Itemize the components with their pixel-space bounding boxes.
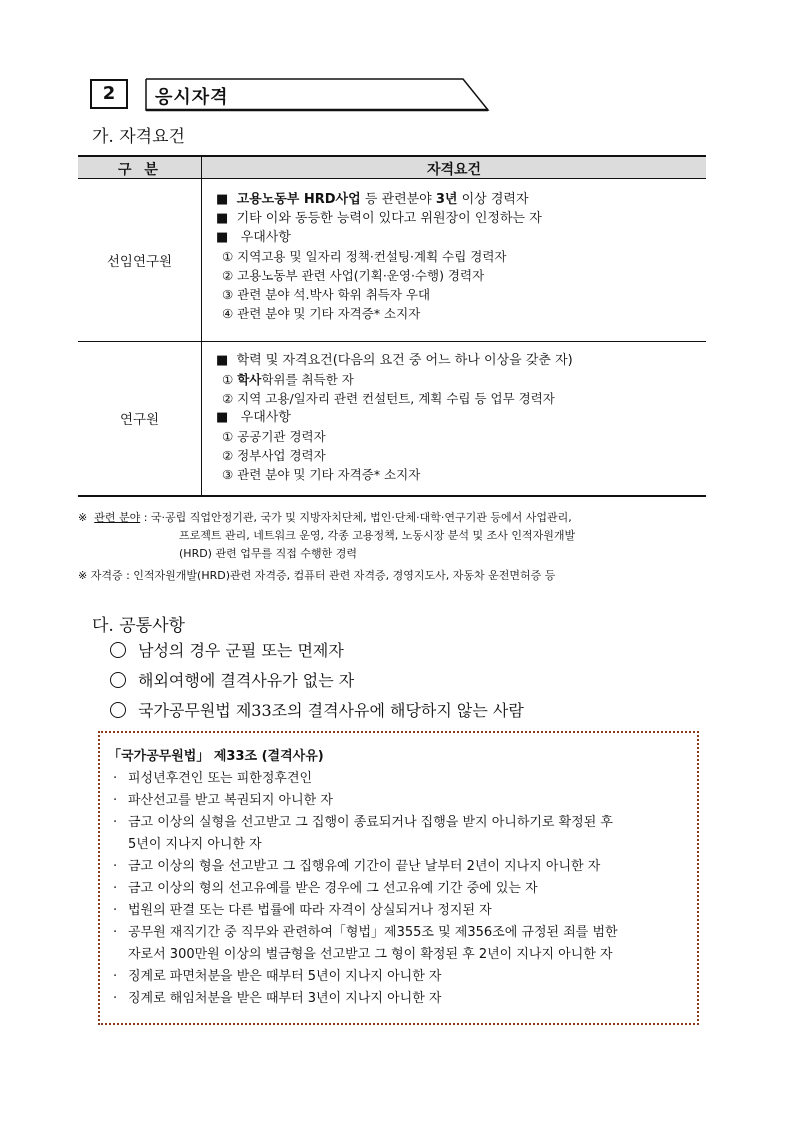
law-item-cont: 자로서 300만원 이상의 벌금형을 선고받고 그 형이 확정된 후 2년이 지나지 아니한 자	[128, 947, 613, 962]
header-category: 구 분	[118, 162, 162, 178]
row-label-senior-researcher: 선임연구원	[106, 254, 173, 270]
law-disqualification-box	[98, 731, 699, 1025]
row-label-researcher: 연구원	[119, 412, 160, 428]
subsection-qualification-heading: 가. 자격요건	[92, 127, 185, 147]
note-certificates: ※ 자격증 : 인적자원개발(HRD)관련 자격증, 컴퓨터 관련 자격증, 경영지도사, 자동차 운전면허증 등	[78, 569, 556, 582]
common-item: 국가공무원법 제33조의 결격사유에 해당하지 않는 사람	[110, 698, 524, 721]
preference-item: ① 지역고용 및 일자리 정책·컨설팅·계획 수립 경력자	[222, 249, 507, 264]
requirement-line: ■ 고용노동부 HRD사업 등 관련분야 3년 이상 경력자	[216, 192, 529, 207]
requirement-line: ■ 우대사항	[216, 410, 291, 425]
section-title: 응시자격	[155, 87, 229, 108]
law-item: · 파산선고를 받고 복권되지 아니한 자	[113, 793, 333, 808]
table-header	[78, 155, 706, 179]
subsection-common-heading: 다. 공통사항	[92, 616, 185, 636]
requirement-line: ■ 우대사항	[216, 230, 291, 245]
law-box-title: 「국가공무원법」 제33조 (결격사유)	[108, 749, 324, 764]
section-number: 2	[90, 79, 128, 109]
row-separator	[78, 341, 706, 342]
preference-item: ① 공공기관 경력자	[222, 429, 326, 444]
requirement-item: ② 지역 고용/일자리 관련 컨설턴트, 계획 수립 등 업무 경력자	[222, 391, 555, 406]
law-item: · 금고 이상의 형의 선고유예를 받은 경우에 그 선고유예 기간 중에 있는 자	[113, 881, 538, 896]
law-item: · 징계로 해임처분을 받은 때부터 3년이 지나지 아니한 자	[113, 991, 442, 1006]
requirement-line: ■ 학력 및 자격요건(다음의 요건 중 어느 하나 이상을 갖춘 자)	[216, 353, 573, 368]
law-item: · 공무원 재직기간 중 직무와 관련하여「형법」제355조 및 제356조에 규정된 죄를 범한	[113, 925, 618, 940]
law-item: · 법원의 판결 또는 다른 법률에 따라 자격이 상실되거나 정지된 자	[113, 903, 492, 918]
section-title-box	[145, 78, 490, 112]
column-divider	[201, 155, 202, 497]
law-item: · 금고 이상의 형을 선고받고 그 집행유예 기간이 끝난 날부터 2년이 지나지 아니한 자	[113, 859, 601, 874]
law-item: · 피성년후견인 또는 피한정후견인	[113, 771, 313, 786]
preference-item: ② 고용노동부 관련 사업(기획·운영·수행) 경력자	[222, 268, 485, 283]
requirement-line: ■ 기타 이와 동등한 능력이 있다고 위원장이 인정하는 자	[216, 211, 542, 226]
note-related-field-cont: (HRD) 관련 업무를 직접 수행한 경력	[179, 547, 357, 560]
row-requirements-researcher	[216, 351, 696, 484]
preference-item: ② 정부사업 경력자	[222, 448, 326, 463]
table-bottom-border	[78, 495, 706, 497]
circle-bullet-icon	[110, 702, 126, 718]
circle-bullet-icon	[110, 642, 126, 658]
preference-item: ④ 관련 분야 및 기타 자격증* 소지자	[222, 306, 421, 321]
circle-bullet-icon	[110, 672, 126, 688]
note-related-field: ※ 관련 분야 : 국·공립 직업안정기관, 국가 및 지방자치단체, 법인·단체·대학·연구기관 등에서 사업관리,	[78, 511, 572, 524]
row-requirements-senior	[216, 190, 696, 323]
law-item: · 금고 이상의 실형을 선고받고 그 집행이 종료되거나 집행을 받지 아니하기로 확정된 후	[113, 815, 613, 830]
requirement-item: ① 학사학위를 취득한 자	[222, 372, 354, 387]
preference-item: ③ 관련 분야 및 기타 자격증* 소지자	[222, 467, 421, 482]
note-related-field-cont: 프로젝트 관리, 네트워크 운영, 각종 고용정책, 노동시장 분석 및 조사 인적자원개발	[179, 529, 576, 542]
header-requirements: 자격요건	[426, 162, 482, 178]
preference-item: ③ 관련 분야 석.박사 학위 취득자 우대	[222, 287, 431, 302]
law-item: · 징계로 파면처분을 받은 때부터 5년이 지나지 아니한 자	[113, 969, 442, 984]
law-item-cont: 5년이 지나지 아니한 자	[128, 837, 262, 852]
common-item: 남성의 경우 군필 또는 면제자	[110, 638, 344, 661]
common-item: 해외여행에 결격사유가 없는 자	[110, 668, 354, 691]
law-box-items	[110, 768, 695, 1010]
